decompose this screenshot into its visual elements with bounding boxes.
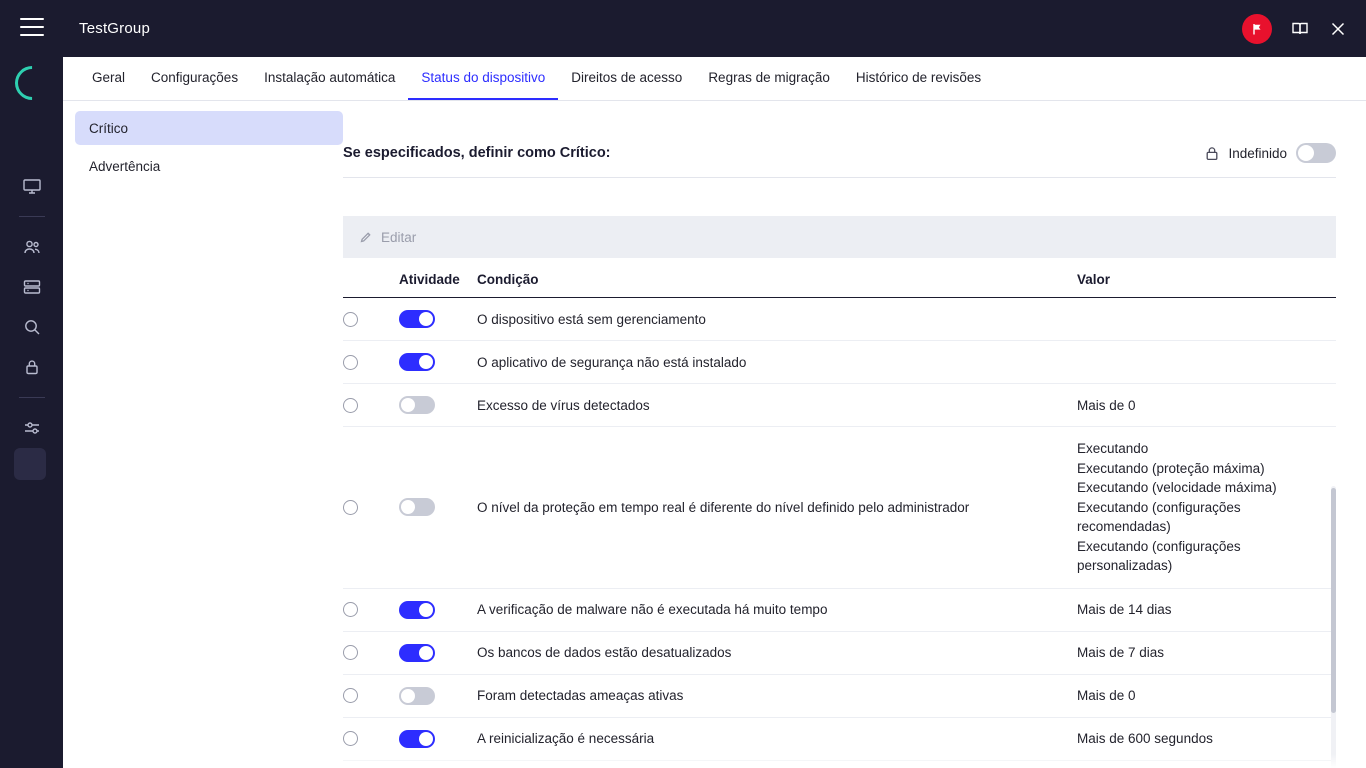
row-radio[interactable] <box>343 312 358 327</box>
undefined-control <box>1205 143 1336 163</box>
row-radio[interactable] <box>343 500 358 515</box>
row-condition: A verificação de malware não é executada há muito tempo <box>477 588 1077 631</box>
row-radio[interactable] <box>343 398 358 413</box>
row-select-cell <box>343 717 399 760</box>
sliders-icon[interactable] <box>0 408 63 448</box>
activity-toggle[interactable] <box>399 498 435 516</box>
column-header-atividade: Atividade <box>399 258 477 298</box>
activity-toggle[interactable] <box>399 644 435 662</box>
value-line: Executando (configurações personalizadas) <box>1077 538 1241 574</box>
tab-bar <box>63 57 1366 101</box>
tab-label: Status do dispositivo <box>421 70 546 85</box>
content-area <box>63 101 1366 768</box>
flag-icon[interactable] <box>1242 14 1272 44</box>
tab-label: Regras de migração <box>708 70 830 85</box>
table-row[interactable] <box>343 674 1336 717</box>
activity-toggle[interactable] <box>399 730 435 748</box>
row-radio[interactable] <box>343 688 358 703</box>
value-line: Executando (configurações recomendadas) <box>1077 499 1241 535</box>
panel-header <box>343 101 1336 178</box>
table-row[interactable] <box>343 717 1336 760</box>
row-activity-cell <box>399 298 477 341</box>
row-condition: Os bancos de dados estão desatualizados <box>477 631 1077 674</box>
column-header-condicao: Condição <box>477 258 1077 298</box>
row-select-cell <box>343 384 399 427</box>
row-activity-cell <box>399 631 477 674</box>
activity-toggle[interactable] <box>399 687 435 705</box>
row-condition: O dispositivo está sem gerenciamento <box>477 298 1077 341</box>
column-header-valor: Valor <box>1077 258 1336 298</box>
conditions-table-wrapper <box>343 216 1336 761</box>
tab-regras-de-migracao[interactable] <box>695 57 843 100</box>
row-select-cell <box>343 341 399 384</box>
value-line: Executando (proteção máxima) <box>1077 460 1265 476</box>
server-icon[interactable] <box>0 267 63 307</box>
tab-instalacao-automatica[interactable] <box>251 57 408 100</box>
sidebar-item-critico[interactable] <box>75 111 343 145</box>
pencil-icon <box>359 230 373 244</box>
row-select-cell <box>343 298 399 341</box>
scrollbar-thumb[interactable] <box>1331 488 1336 713</box>
edit-button[interactable] <box>359 230 416 245</box>
title-bar-actions <box>1242 14 1366 44</box>
row-select-cell <box>343 674 399 717</box>
row-value: Mais de 600 segundos <box>1077 717 1336 760</box>
tab-geral[interactable] <box>79 57 138 100</box>
lock-icon <box>1205 146 1219 161</box>
row-radio[interactable] <box>343 602 358 617</box>
left-navigation-rail <box>0 0 63 768</box>
tab-label: Geral <box>92 70 126 85</box>
monitor-icon[interactable] <box>0 166 63 206</box>
sidebar-item-label: Advertência <box>89 158 161 174</box>
rail-divider <box>19 397 45 398</box>
row-condition: A reinicialização é necessária <box>477 717 1077 760</box>
row-condition: Excesso de vírus detectados <box>477 384 1077 427</box>
tab-label: Configurações <box>151 70 239 85</box>
window-title-bar <box>63 0 1366 57</box>
row-value: Mais de 7 dias <box>1077 631 1336 674</box>
row-activity-cell <box>399 674 477 717</box>
undefined-label: Indefinido <box>1228 145 1287 161</box>
company-logo-icon <box>15 66 49 106</box>
row-select-cell <box>343 427 399 589</box>
row-activity-cell <box>399 717 477 760</box>
tab-historico-de-revisoes[interactable] <box>843 57 994 100</box>
row-value <box>1077 427 1336 589</box>
row-radio[interactable] <box>343 645 358 660</box>
tab-label: Histórico de revisões <box>855 70 982 85</box>
tab-label: Direitos de acesso <box>571 70 683 85</box>
activity-toggle[interactable] <box>399 396 435 414</box>
row-radio[interactable] <box>343 731 358 746</box>
table-body <box>343 298 1336 761</box>
table-row[interactable] <box>343 341 1336 384</box>
row-select-cell <box>343 588 399 631</box>
row-value <box>1077 298 1336 341</box>
lock-icon[interactable] <box>0 347 63 387</box>
row-activity-cell <box>399 427 477 589</box>
sidebar-item-label: Crítico <box>89 120 129 136</box>
book-icon[interactable] <box>1290 19 1310 39</box>
table-row[interactable] <box>343 384 1336 427</box>
row-value: Mais de 14 dias <box>1077 588 1336 631</box>
row-condition: O aplicativo de segurança não está instalado <box>477 341 1077 384</box>
tab-configuracoes[interactable] <box>138 57 251 100</box>
tab-direitos-de-acesso[interactable] <box>558 57 695 100</box>
activity-toggle[interactable] <box>399 310 435 328</box>
page-title: TestGroup <box>79 20 150 37</box>
edit-button-label: Editar <box>381 229 417 245</box>
value-line: Executando (velocidade máxima) <box>1077 480 1277 496</box>
table-row[interactable] <box>343 427 1336 589</box>
rail-active-indicator <box>14 448 46 480</box>
value-line: Executando <box>1077 441 1149 456</box>
table-toolbar <box>343 216 1336 258</box>
conditions-table <box>343 258 1336 761</box>
activity-toggle[interactable] <box>399 353 435 371</box>
table-row[interactable] <box>343 298 1336 341</box>
section-heading: Se especificados, definir como Crítico: <box>343 145 611 161</box>
table-row[interactable] <box>343 631 1336 674</box>
row-select-cell <box>343 631 399 674</box>
row-radio[interactable] <box>343 355 358 370</box>
activity-toggle[interactable] <box>399 601 435 619</box>
row-activity-cell <box>399 384 477 427</box>
row-value <box>1077 341 1336 384</box>
column-header-select <box>343 258 399 298</box>
row-activity-cell <box>399 588 477 631</box>
search-icon[interactable] <box>0 307 63 347</box>
severity-sidebar <box>63 101 343 768</box>
table-header-row <box>343 258 1336 298</box>
undefined-toggle[interactable] <box>1296 143 1336 163</box>
hamburger-menu-icon[interactable] <box>20 18 44 36</box>
row-value: Mais de 0 <box>1077 384 1336 427</box>
row-activity-cell <box>399 341 477 384</box>
table-row[interactable] <box>343 588 1336 631</box>
tab-status-do-dispositivo[interactable] <box>408 57 558 100</box>
rail-divider <box>19 216 45 217</box>
tab-label: Instalação automática <box>264 70 396 85</box>
row-value: Mais de 0 <box>1077 674 1336 717</box>
row-condition: Foram detectadas ameaças ativas <box>477 674 1077 717</box>
settings-panel <box>343 101 1366 768</box>
sidebar-item-advertencia[interactable] <box>75 149 343 183</box>
users-icon[interactable] <box>0 227 63 267</box>
close-icon[interactable] <box>1328 19 1348 39</box>
row-condition: O nível da proteção em tempo real é diferente do nível definido pelo administrador <box>477 427 1077 589</box>
rail-icon-list <box>0 166 63 488</box>
